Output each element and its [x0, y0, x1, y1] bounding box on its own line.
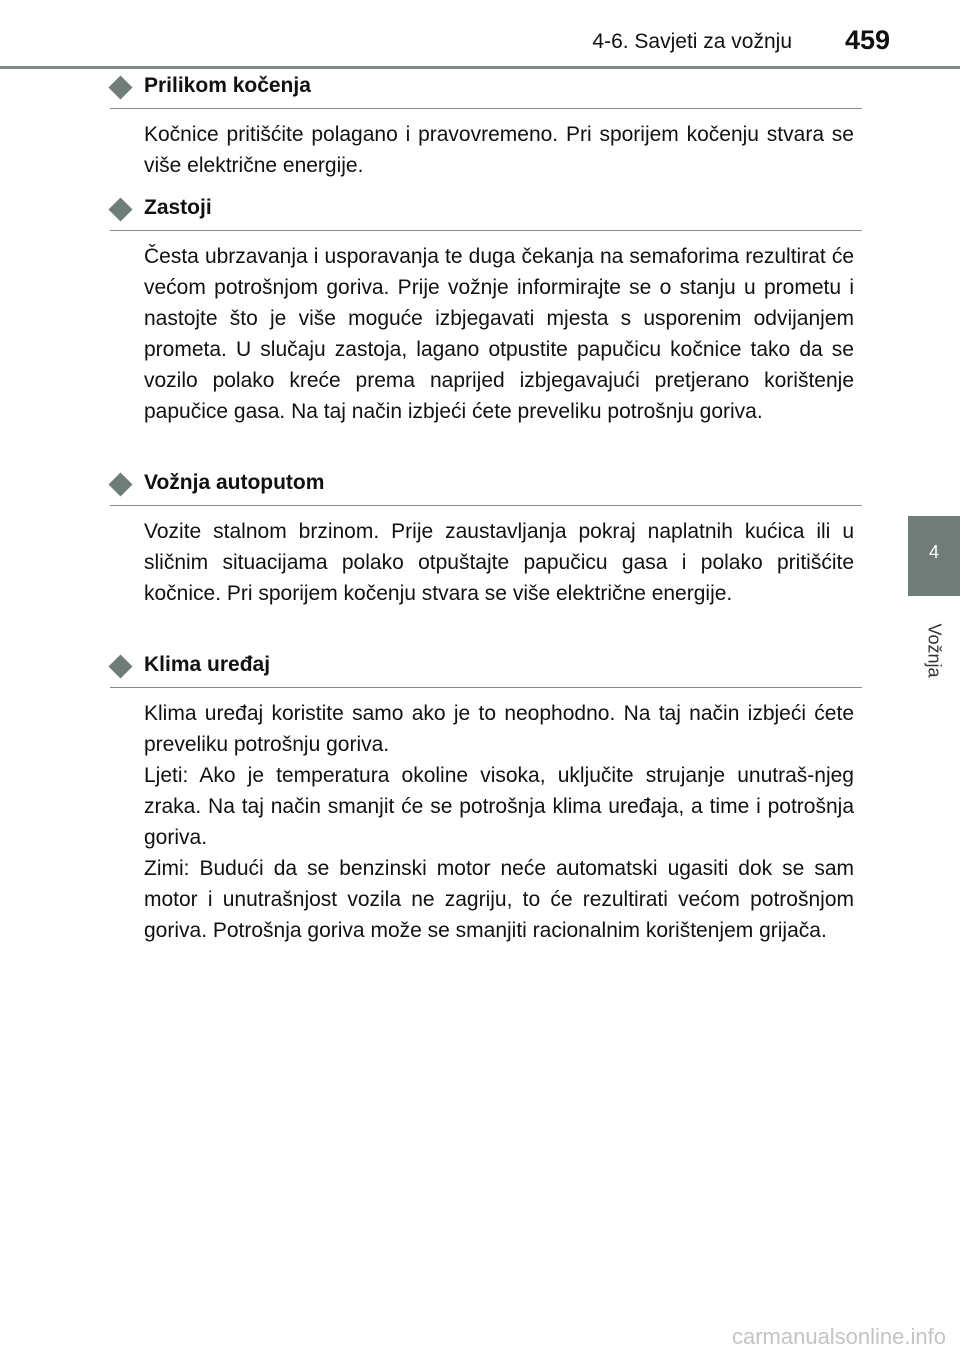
- chapter-tab[interactable]: [908, 516, 960, 596]
- paragraph: Vozite stalnom brzinom. Prije zaustavljanja pokraj naplatnih kućica ili u sličnim situacijama polako otpuštajte papučicu gasa i polako pritišćite kočnice. Pri sporijem kočenju stvara se više električne energije.: [144, 520, 854, 605]
- diamond-icon: [108, 197, 132, 221]
- section-heading: [110, 471, 862, 506]
- section-traffic-jams: [110, 196, 862, 427]
- page-number: 459: [844, 25, 890, 55]
- section-title: Vožnja autoputom: [144, 471, 325, 494]
- paragraph: Klima uređaj koristite samo ako je to neophodno. Na taj način izbjeći ćete preveliku potrošnju goriva.: [144, 702, 854, 756]
- diamond-icon: [108, 472, 132, 496]
- section-heading: [110, 653, 862, 688]
- section-title: Prilikom kočenja: [144, 74, 311, 97]
- chapter-number: 4: [928, 542, 939, 562]
- paragraph: Zimi: Budući da se benzinski motor neće automatski ugasiti dok se sam motor i unutrašnjost vozila ne zagriju, to će rezultirati većom potrošnjom goriva. Potrošnja goriva može se smanjiti racionalnim korištenjem grijača.: [144, 857, 854, 942]
- section-title: Klima uređaj: [144, 653, 271, 676]
- watermark: carmanualsonline.info: [731, 1324, 946, 1349]
- section-heading: [110, 196, 862, 231]
- diamond-icon: [108, 75, 132, 99]
- diamond-icon: [108, 654, 132, 678]
- paragraph: Česta ubrzavanja i usporavanja te duga čekanja na semaforima rezultirat će većom potrošnjom goriva. Prije vožnje informirajte se o stanju u prometu i nastojte što je više moguće izbjegavati mjesta s usporenim odvijanjem prometa. U slučaju zastoja, lagano otpustite papučicu kočnice tako da se vozilo polako kreće prema naprijed izbjegavajući pretjerano korištenje papučice gasa. Na taj način izbjeći ćete preveliku potrošnju goriva.: [144, 245, 854, 423]
- section-title: Zastoji: [144, 196, 212, 219]
- header-divider: [0, 66, 960, 69]
- section-body: [144, 698, 854, 946]
- section-braking: [110, 74, 862, 181]
- section-body: [144, 516, 854, 609]
- section-body: [144, 119, 854, 181]
- paragraph: Ljeti: Ako je temperatura okoline visoka, uključite strujanje unutraš-njeg zraka. Na taj način smanjit će se potrošnja klima uređaja, a time i potrošnja goriva.: [144, 764, 854, 849]
- paragraph: Kočnice pritišćite polagano i pravovremeno. Pri sporijem kočenju stvara se više električne energije.: [144, 123, 854, 177]
- section-air-conditioning: [110, 653, 862, 946]
- section-highway-driving: [110, 471, 862, 609]
- section-body: [144, 241, 854, 427]
- section-heading: [110, 74, 862, 109]
- header-section-title: 4-6. Savjeti za vožnju: [592, 30, 792, 53]
- page-header: [0, 0, 960, 70]
- chapter-label: Vožnja: [924, 623, 945, 678]
